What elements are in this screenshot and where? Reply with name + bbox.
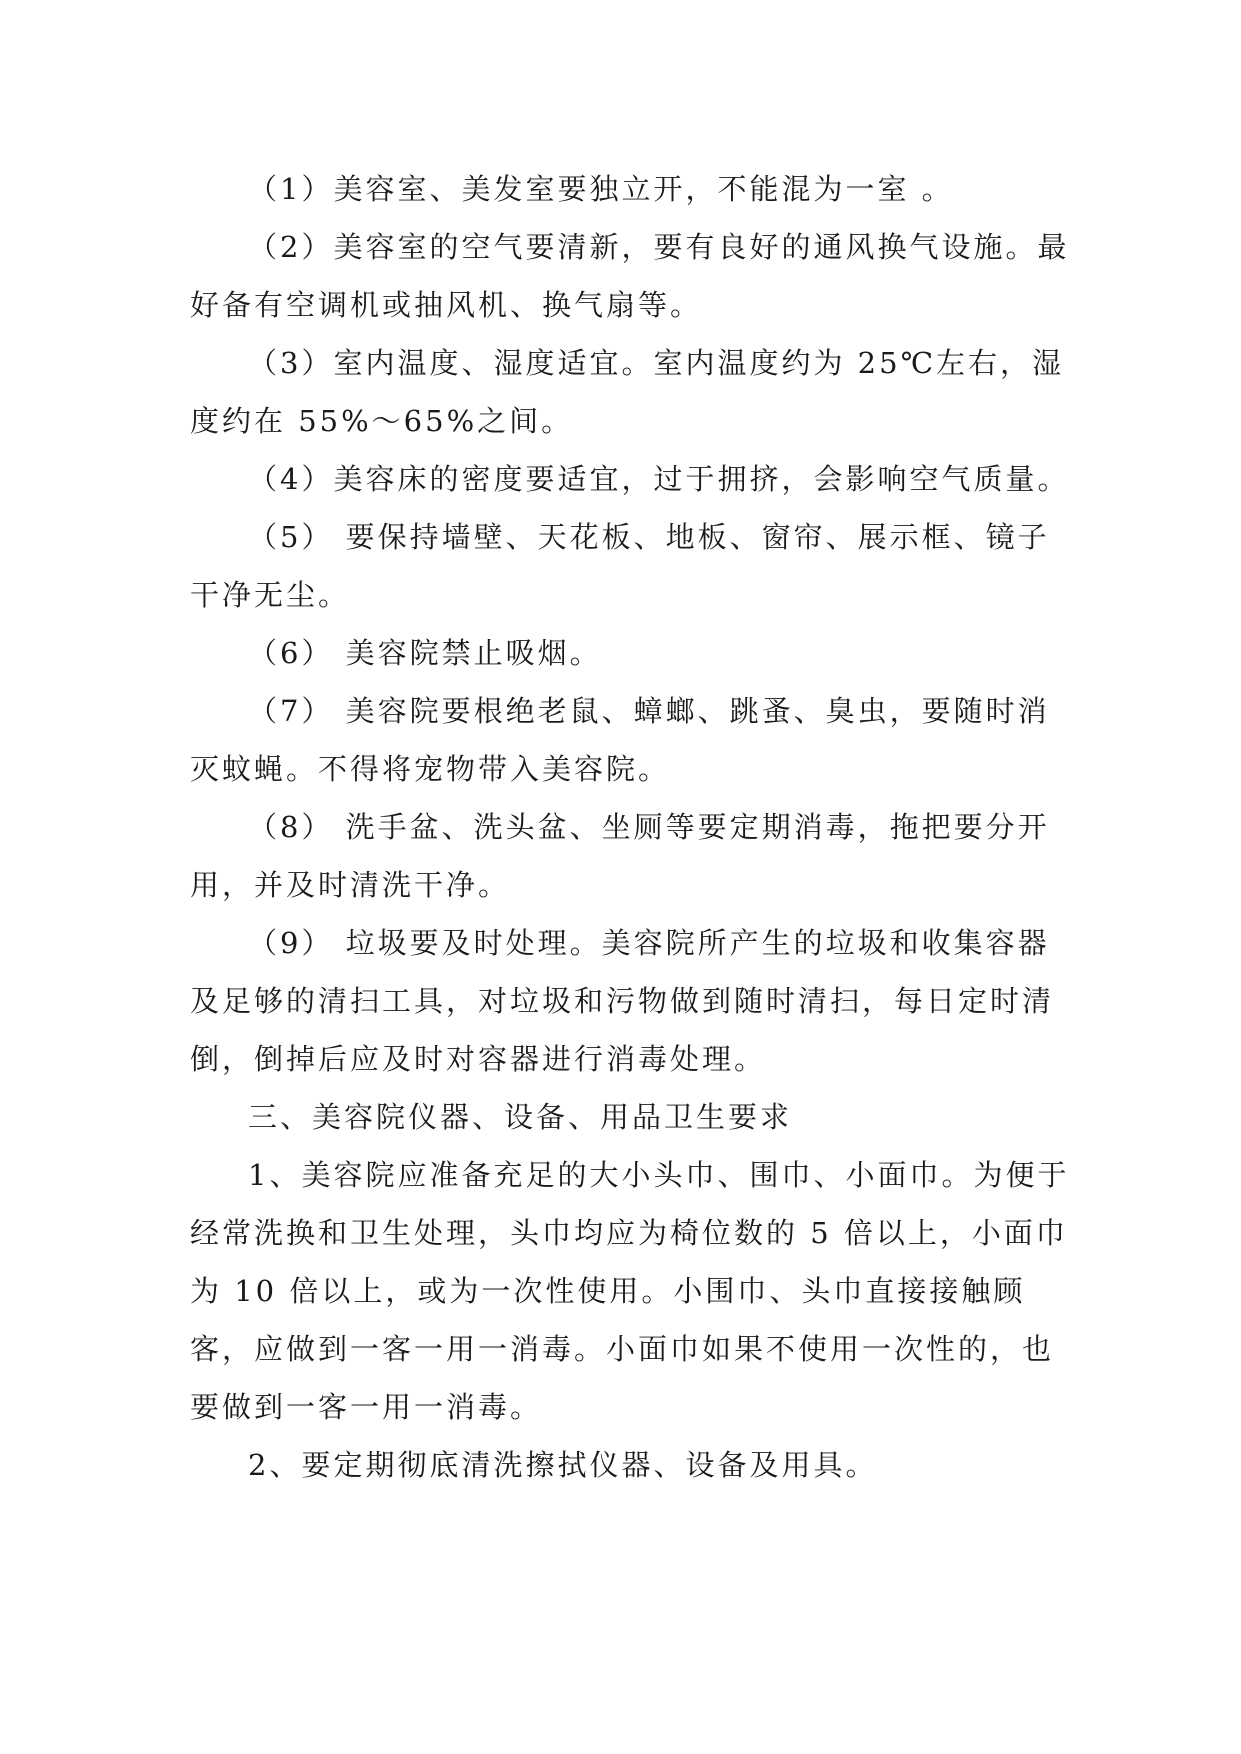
paragraph-7: （7） 美容院要根绝老鼠、蟑螂、跳蚤、臭虫，要随时消灭蚊蝇。不得将宠物带入美容院。 [190, 694, 1050, 786]
paragraph-8: （8） 洗手盆、洗头盆、坐厕等要定期消毒，拖把要分开用，并及时清洗干净。 [190, 810, 1050, 902]
paragraph-1: （1）美容室、美发室要独立开，不能混为一室 。 [248, 172, 954, 206]
section-heading: 三、美容院仪器、设备、用品卫生要求 [248, 1100, 793, 1134]
paragraph-5: （5） 要保持墙壁、天花板、地板、窗帘、展示框、镜子干净无尘。 [190, 520, 1050, 612]
paragraph-9: （9） 垃圾要及时处理。美容院所产生的垃圾和收集容器及足够的清扫工具，对垃圾和污物做到随时清扫，每日定时清倒，倒掉后应及时对容器进行消毒处理。 [190, 926, 1055, 1076]
paragraph-10: 1、美容院应准备充足的大小头巾、围巾、小面巾。为便于经常洗换和卫生处理，头巾均应为椅位数的 5 倍以上，小面巾为 10 倍以上，或为一次性使用。小围巾、头巾直接接触顾客，应做到一客一用一消毒。小面巾如果不使用一次性的，也要做到一客一用一消毒。 [190, 1158, 1070, 1424]
paragraph-4: （4）美容床的密度要适宜，过于拥挤，会影响空气质量。 [248, 462, 1070, 496]
paragraph-11: 2、要定期彻底清洗擦拭仪器、设备及用具。 [248, 1448, 878, 1482]
paragraph-3: （3）室内温度、湿度适宜。室内温度约为 25℃左右，湿度约在 55%～65%之间。 [190, 346, 1065, 438]
paragraph-6: （6） 美容院禁止吸烟。 [248, 636, 602, 670]
paragraph-2: （2）美容室的空气要清新，要有良好的通风换气设施。最好备有空调机或抽风机、换气扇等。 [190, 230, 1070, 322]
document-body [190, 160, 1070, 1494]
